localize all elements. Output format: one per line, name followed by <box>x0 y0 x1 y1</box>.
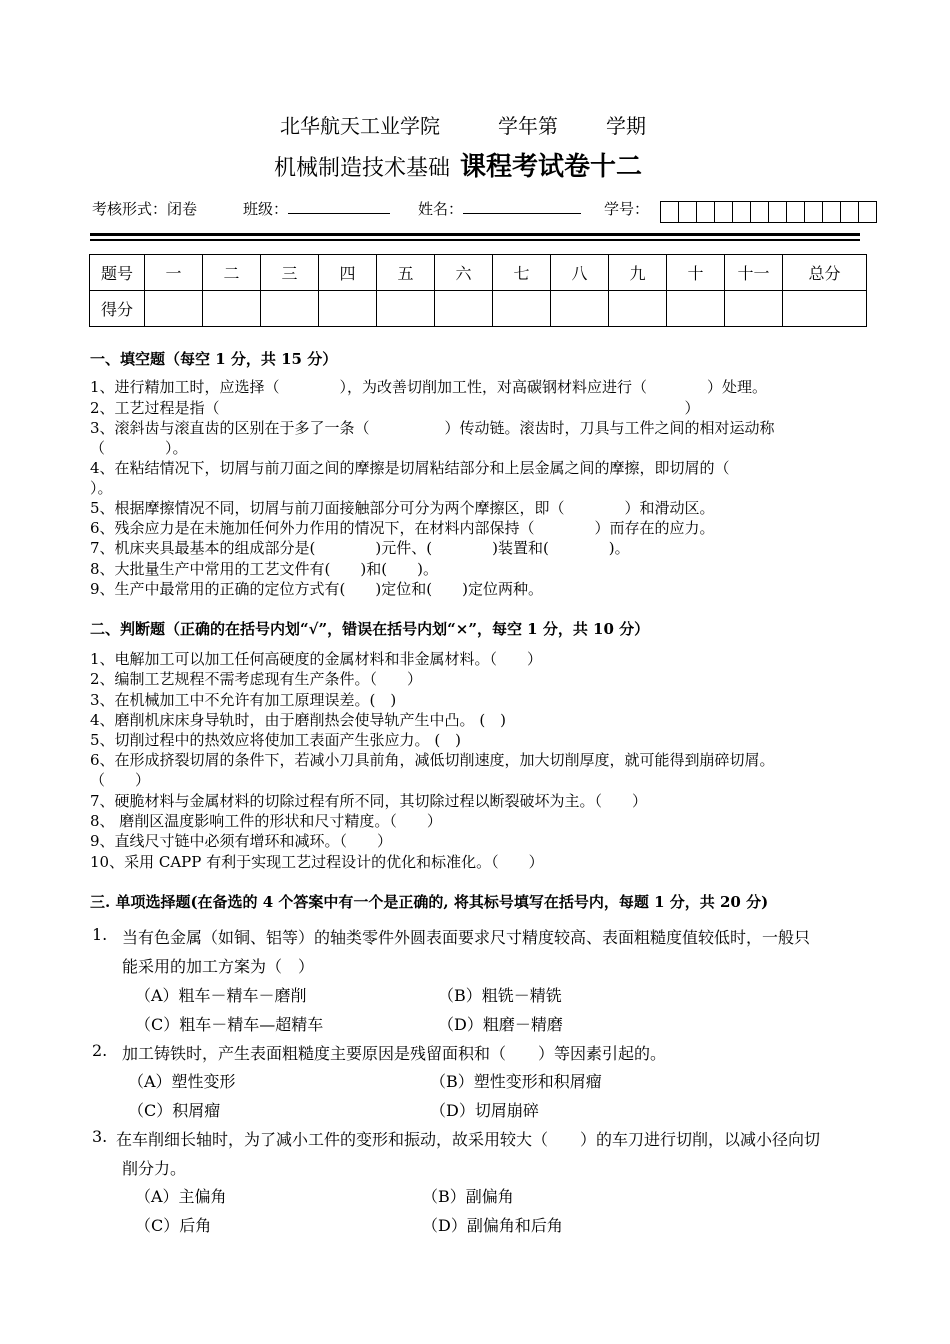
fill-question: 2、工艺过程是指（ ） <box>90 399 700 417</box>
student-id-boxes[interactable] <box>660 201 877 223</box>
choice-q2-number: 2. <box>92 1041 108 1060</box>
fill-question: 8、大批量生产中常用的工艺文件有( )和( )。 <box>90 560 438 578</box>
fill-question: 7、机床夹具最基本的组成部分是( )元件、( )装置和( )。 <box>90 539 630 557</box>
judge-question: 2、编制工艺规程不需考虑现有生产条件。（ ） <box>90 670 423 688</box>
score-value-row <box>90 291 867 327</box>
score-cell[interactable] <box>261 291 319 327</box>
score-header-cell: 三 <box>261 255 319 291</box>
score-cell[interactable] <box>145 291 203 327</box>
section2-title: 二、判断题（正确的在括号内划“√”，错误在括号内划“×”，每空 1 分，共 10 分） <box>90 620 650 638</box>
fill-question: 3、滚斜齿与滚直齿的区别在于多了一条（ ）传动链。滚齿时，刀具与工件之间的相对运动称 <box>90 419 775 437</box>
judge-question: 7、硬脆材料与金属材料的切除过程有所不同，其切除过程以断裂破坏为主。（ ） <box>90 792 648 810</box>
score-header-cell: 十一 <box>725 255 783 291</box>
choice-q2-option-a: （A）塑性变形 <box>128 1072 236 1091</box>
score-header-cell: 九 <box>609 255 667 291</box>
section1-title: 一、填空题（每空 1 分，共 15 分） <box>90 350 338 368</box>
school-name: 北华航天工业学院 <box>280 114 440 138</box>
title-line <box>274 146 642 183</box>
score-header-cell: 六 <box>435 255 493 291</box>
fill-question: 5、根据摩擦情况不同，切屑与前刀面接触部分可分为两个摩擦区，即（ ）和滑动区。 <box>90 499 715 517</box>
score-header-row <box>90 255 867 291</box>
fill-question-cont: ）。 <box>90 479 113 497</box>
score-cell[interactable] <box>435 291 493 327</box>
class-field <box>243 198 390 219</box>
score-table <box>89 254 867 327</box>
judge-question: 10、采用 CAPP 有利于实现工艺过程设计的优化和标准化。（ ） <box>90 853 544 871</box>
judge-question: 3、在机械加工中不允许有加工原理误差。( ) <box>90 691 397 709</box>
score-header-cell: 总分 <box>783 255 867 291</box>
choice-q2-option-d: （D）切屑崩碎 <box>430 1101 539 1120</box>
section3-title: 三. 单项选择题(在备选的 4 个答案中有一个是正确的, 将其标号填写在括号内，每题 1 分，共 20 分) <box>90 893 769 911</box>
name-blank[interactable] <box>463 199 581 214</box>
judge-question: 8、 磨削区温度影响工件的形状和尺寸精度。（ ） <box>90 812 442 830</box>
choice-q2-option-b: （B）塑性变形和积屑瘤 <box>430 1072 602 1091</box>
year-text: 学年第 <box>498 114 558 138</box>
exam-title: 课程考试卷十二 <box>460 152 643 182</box>
choice-q3-option-a: （A）主偏角 <box>135 1187 227 1206</box>
judge-question: 4、磨削机床床身导轨时，由于磨削热会使导轨产生中凸。 ( ) <box>90 711 507 729</box>
choice-q1-number: 1. <box>92 925 108 944</box>
score-cell[interactable] <box>493 291 551 327</box>
class-blank[interactable] <box>288 199 390 214</box>
score-header-cell: 二 <box>203 255 261 291</box>
score-cell[interactable] <box>783 291 867 327</box>
fill-question: 6、残余应力是在未施加任何外力作用的情况下，在材料内部保持（ ）而存在的应力。 <box>90 519 715 537</box>
score-header-cell: 一 <box>145 255 203 291</box>
fill-question: 9、生产中最常用的正确的定位方式有( )定位和( )定位两种。 <box>90 580 543 598</box>
judge-question: 5、切削过程中的热效应将使加工表面产生张应力。 ( ) <box>90 731 462 749</box>
choice-q3-text-cont: 削分力。 <box>122 1159 187 1178</box>
header-line <box>280 110 646 139</box>
judge-question-cont: （ ） <box>90 771 151 789</box>
score-header-cell: 十 <box>667 255 725 291</box>
score-header-cell: 题号 <box>90 255 145 291</box>
score-cell[interactable] <box>667 291 725 327</box>
choice-q3-text: 在车削细长轴时，为了减小工件的变形和振动，故采用较大（ ）的车刀进行切削，以减小径向切 <box>116 1130 821 1149</box>
fill-question: 1、进行精加工时，应选择（ ），为改善切削加工性，对高碳钢材料应进行（ ）处理。 <box>90 378 768 396</box>
choice-q3-option-b: （B）副偏角 <box>422 1187 514 1206</box>
score-cell[interactable] <box>551 291 609 327</box>
choice-q1-text-cont: 能采用的加工方案为（ ） <box>122 957 315 976</box>
choice-q2-option-c: （C）积屑瘤 <box>128 1101 221 1120</box>
class-label: 班级： <box>243 200 289 218</box>
judge-question: 9、直线尺寸链中必须有增环和减环。（ ） <box>90 832 393 850</box>
choice-q3-number: 3. <box>92 1127 108 1146</box>
fill-question-cont: （ ）。 <box>90 439 188 457</box>
id-label: 学号： <box>604 200 650 218</box>
score-row-label: 得分 <box>90 291 145 327</box>
term-text: 学期 <box>606 114 646 138</box>
score-cell[interactable] <box>203 291 261 327</box>
score-cell[interactable] <box>725 291 783 327</box>
choice-q3-option-c: （C）后角 <box>135 1216 212 1235</box>
choice-q2-text: 加工铸铁时，产生表面粗糙度主要原因是残留面积和（ ）等因素引起的。 <box>122 1044 667 1063</box>
choice-q1-option-c: （C）粗车－精车—超精车 <box>135 1015 324 1034</box>
judge-question: 1、电解加工可以加工任何高硬度的金属材料和非金属材料。（ ） <box>90 650 543 668</box>
header-rule-thin <box>90 239 860 241</box>
name-field <box>418 198 581 219</box>
choice-q1-text: 当有色金属（如铜、铝等）的轴类零件外圆表面要求尺寸精度较高、表面粗糙度值较低时，一般只 <box>122 928 811 947</box>
exam-form: 考核形式：闭卷 <box>92 200 198 218</box>
course-name: 机械制造技术基础 <box>274 156 451 181</box>
score-cell[interactable] <box>319 291 377 327</box>
choice-q3-option-d: （D）副偏角和后角 <box>422 1216 563 1235</box>
choice-q1-option-d: （D）粗磨－精磨 <box>438 1015 563 1034</box>
judge-question: 6、在形成挤裂切屑的条件下，若减小刀具前角，减低切削速度，加大切削厚度，就可能得到崩碎切屑。 <box>90 751 775 769</box>
score-header-cell: 四 <box>319 255 377 291</box>
score-cell[interactable] <box>377 291 435 327</box>
choice-q1-option-a: （A）粗车－精车－磨削 <box>135 986 307 1005</box>
score-header-cell: 五 <box>377 255 435 291</box>
score-header-cell: 八 <box>551 255 609 291</box>
score-cell[interactable] <box>609 291 667 327</box>
score-header-cell: 七 <box>493 255 551 291</box>
choice-q1-option-b: （B）粗铣－精铣 <box>438 986 562 1005</box>
header-rule-thick <box>90 233 860 236</box>
name-label: 姓名： <box>418 200 464 218</box>
fill-question: 4、在粘结情况下，切屑与前刀面之间的摩擦是切屑粘结部分和上层金属之间的摩擦，即切屑的（ <box>90 459 730 477</box>
